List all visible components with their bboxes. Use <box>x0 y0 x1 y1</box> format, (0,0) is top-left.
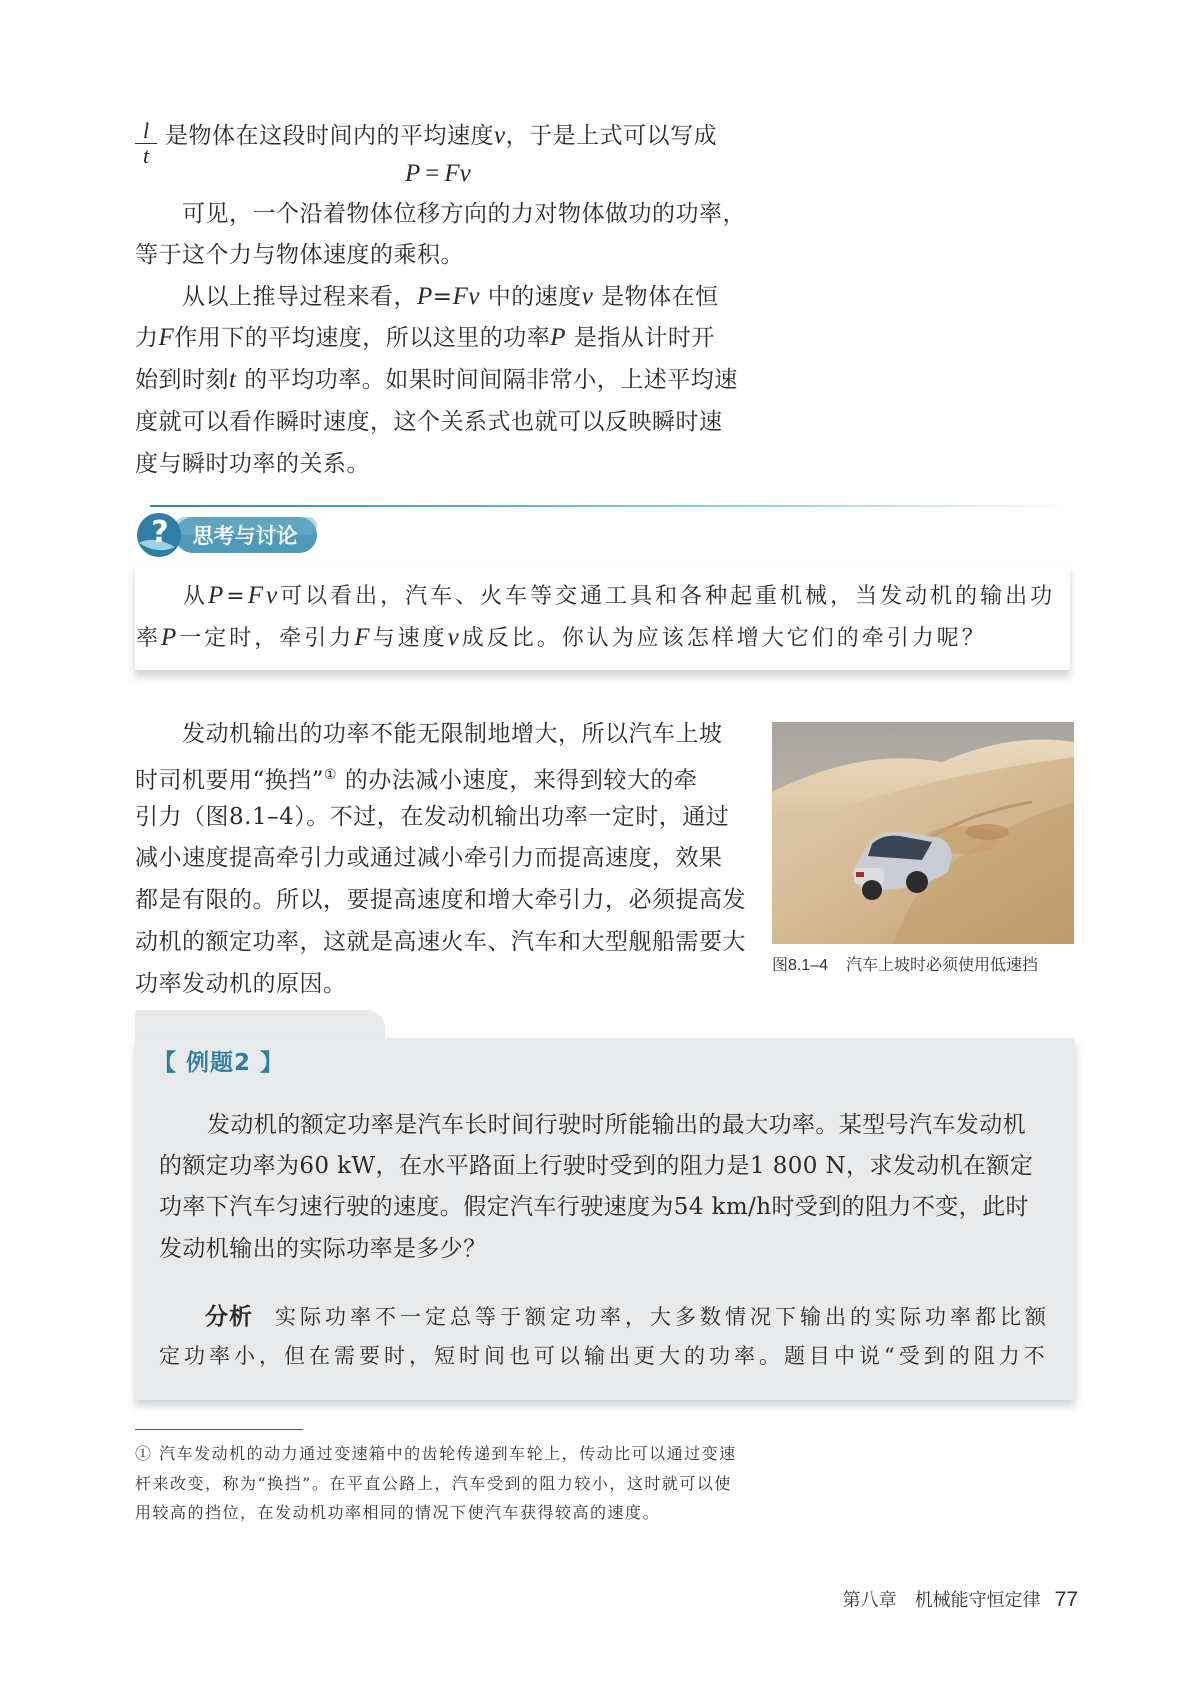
para2-line4: 度就可以看作瞬时速度，这个关系式也就可以反映瞬时速 <box>135 409 723 435</box>
question-mark-icon: ? <box>151 515 169 550</box>
example-box <box>135 1010 1075 1400</box>
think-badge-label: 思考与讨论 <box>192 524 298 548</box>
para1-line2: 等于这个力与物体速度的乘积。 <box>135 242 464 268</box>
para1-line1: 可见，一个沿着物体位移方向的力对物体做功的功率， <box>182 201 746 227</box>
analysis-label: 分析 <box>205 1304 253 1330</box>
footnote-line1: ① 汽车发动机的动力通过变速箱中的齿轮传递到车轮上，传动比可以通过变速 <box>135 1444 737 1463</box>
para2-line3: 始到时刻t 的平均功率。如果时间间隔非常小，上述平均速 <box>135 366 738 393</box>
example-tab <box>135 1010 385 1040</box>
fraction-denominator: t <box>142 143 150 168</box>
para2-line5: 度与瞬时功率的关系。 <box>135 451 370 477</box>
para2-line2: 力F作用下的平均速度，所以这里的功率P 是指从计时开 <box>135 324 715 351</box>
car-on-sand-dune-photo <box>772 722 1074 944</box>
footnote-line2: 杆来改变，称为“换挡”。在平直公路上，汽车受到的阻力较小，这时就可以使 <box>135 1474 732 1493</box>
para3-line2: 时司机要用“换挡”① 的办法减小速度，来得到较大的牵 <box>135 767 698 794</box>
page-footer <box>843 1586 1078 1612</box>
fraction-l-over-t <box>135 120 157 167</box>
para3-line1: 发动机输出的功率不能无限制地增大，所以汽车上坡 <box>182 721 723 747</box>
section-divider-line <box>150 505 1070 507</box>
example-line4: 发动机输出的实际功率是多少？ <box>159 1236 487 1262</box>
para3-line5: 都是有限的。所以，要提高速度和增大牵引力，必须提高发 <box>135 887 746 913</box>
analysis-line1: 分析 实际功率不一定总等于额定功率，大多数情况下输出的实际功率都比额 <box>205 1304 1050 1330</box>
example-title: 【 例题2 】 <box>153 1050 285 1076</box>
formula-p-equals-fv: P = Fv <box>405 160 471 187</box>
figure-caption-text: 汽车上坡时必须使用低速挡 <box>846 955 1039 974</box>
example-line1: 发动机的额定功率是汽车长时间行驶时所能输出的最大功率。某型号汽车发动机 <box>207 1112 1026 1138</box>
figure-caption <box>772 952 1038 975</box>
para3-line4: 减小速度提高牵引力或通过减小牵引力而提高速度，效果 <box>135 845 723 871</box>
para3-line6: 动机的额定功率，这就是高速火车、汽车和大型舰船需要大 <box>135 929 746 955</box>
chapter-title: 第八章 机械能守恒定律 <box>842 1590 1041 1611</box>
para3-line3: 引力（图8.1–4）。不过，在发动机输出功率一定时，通过 <box>135 804 730 830</box>
example-line3: 功率下汽车匀速行驶的速度。假定汽车行驶速度为54 km/h时受到的阻力不变，此时 <box>159 1194 1029 1220</box>
footnote-line3: 用较高的挡位，在发动机功率相同的情况下使汽车获得较高的速度。 <box>135 1503 661 1522</box>
example-line2: 的额定功率为60 kW，在水平路面上行驶时受到的阻力是1 800 N，求发动机在额定 <box>159 1153 1034 1179</box>
think-line2: 率P一定时，牵引力F与速度v成反比。你认为应该怎样增大它们的牵引力呢？ <box>136 624 987 651</box>
analysis-line2: 定功率小，但在需要时，短时间也可以输出更大的功率。题目中说“受到的阻力不 <box>159 1344 1049 1368</box>
para2-line1: 从以上推导过程来看，P=Fv 中的速度v 是物体在恒 <box>182 283 719 310</box>
footnote-ref[interactable]: ① <box>324 767 338 783</box>
para3-line7: 功率发动机的原因。 <box>135 971 347 997</box>
think-discuss-badge <box>133 511 323 559</box>
intro-line: 是物体在这段时间内的平均速度v，于是上式可以写成 <box>165 122 718 149</box>
fraction-numerator: l <box>142 118 150 143</box>
page-number: 77 <box>1054 1588 1078 1611</box>
think-discuss-box <box>135 565 1070 671</box>
footnote-rule <box>135 1429 303 1430</box>
figure-number: 图8.1–4 <box>772 957 829 974</box>
think-line1: 从P=Fv可以看出，汽车、火车等交通工具和各种起重机械，当发动机的输出功 <box>183 582 1056 609</box>
